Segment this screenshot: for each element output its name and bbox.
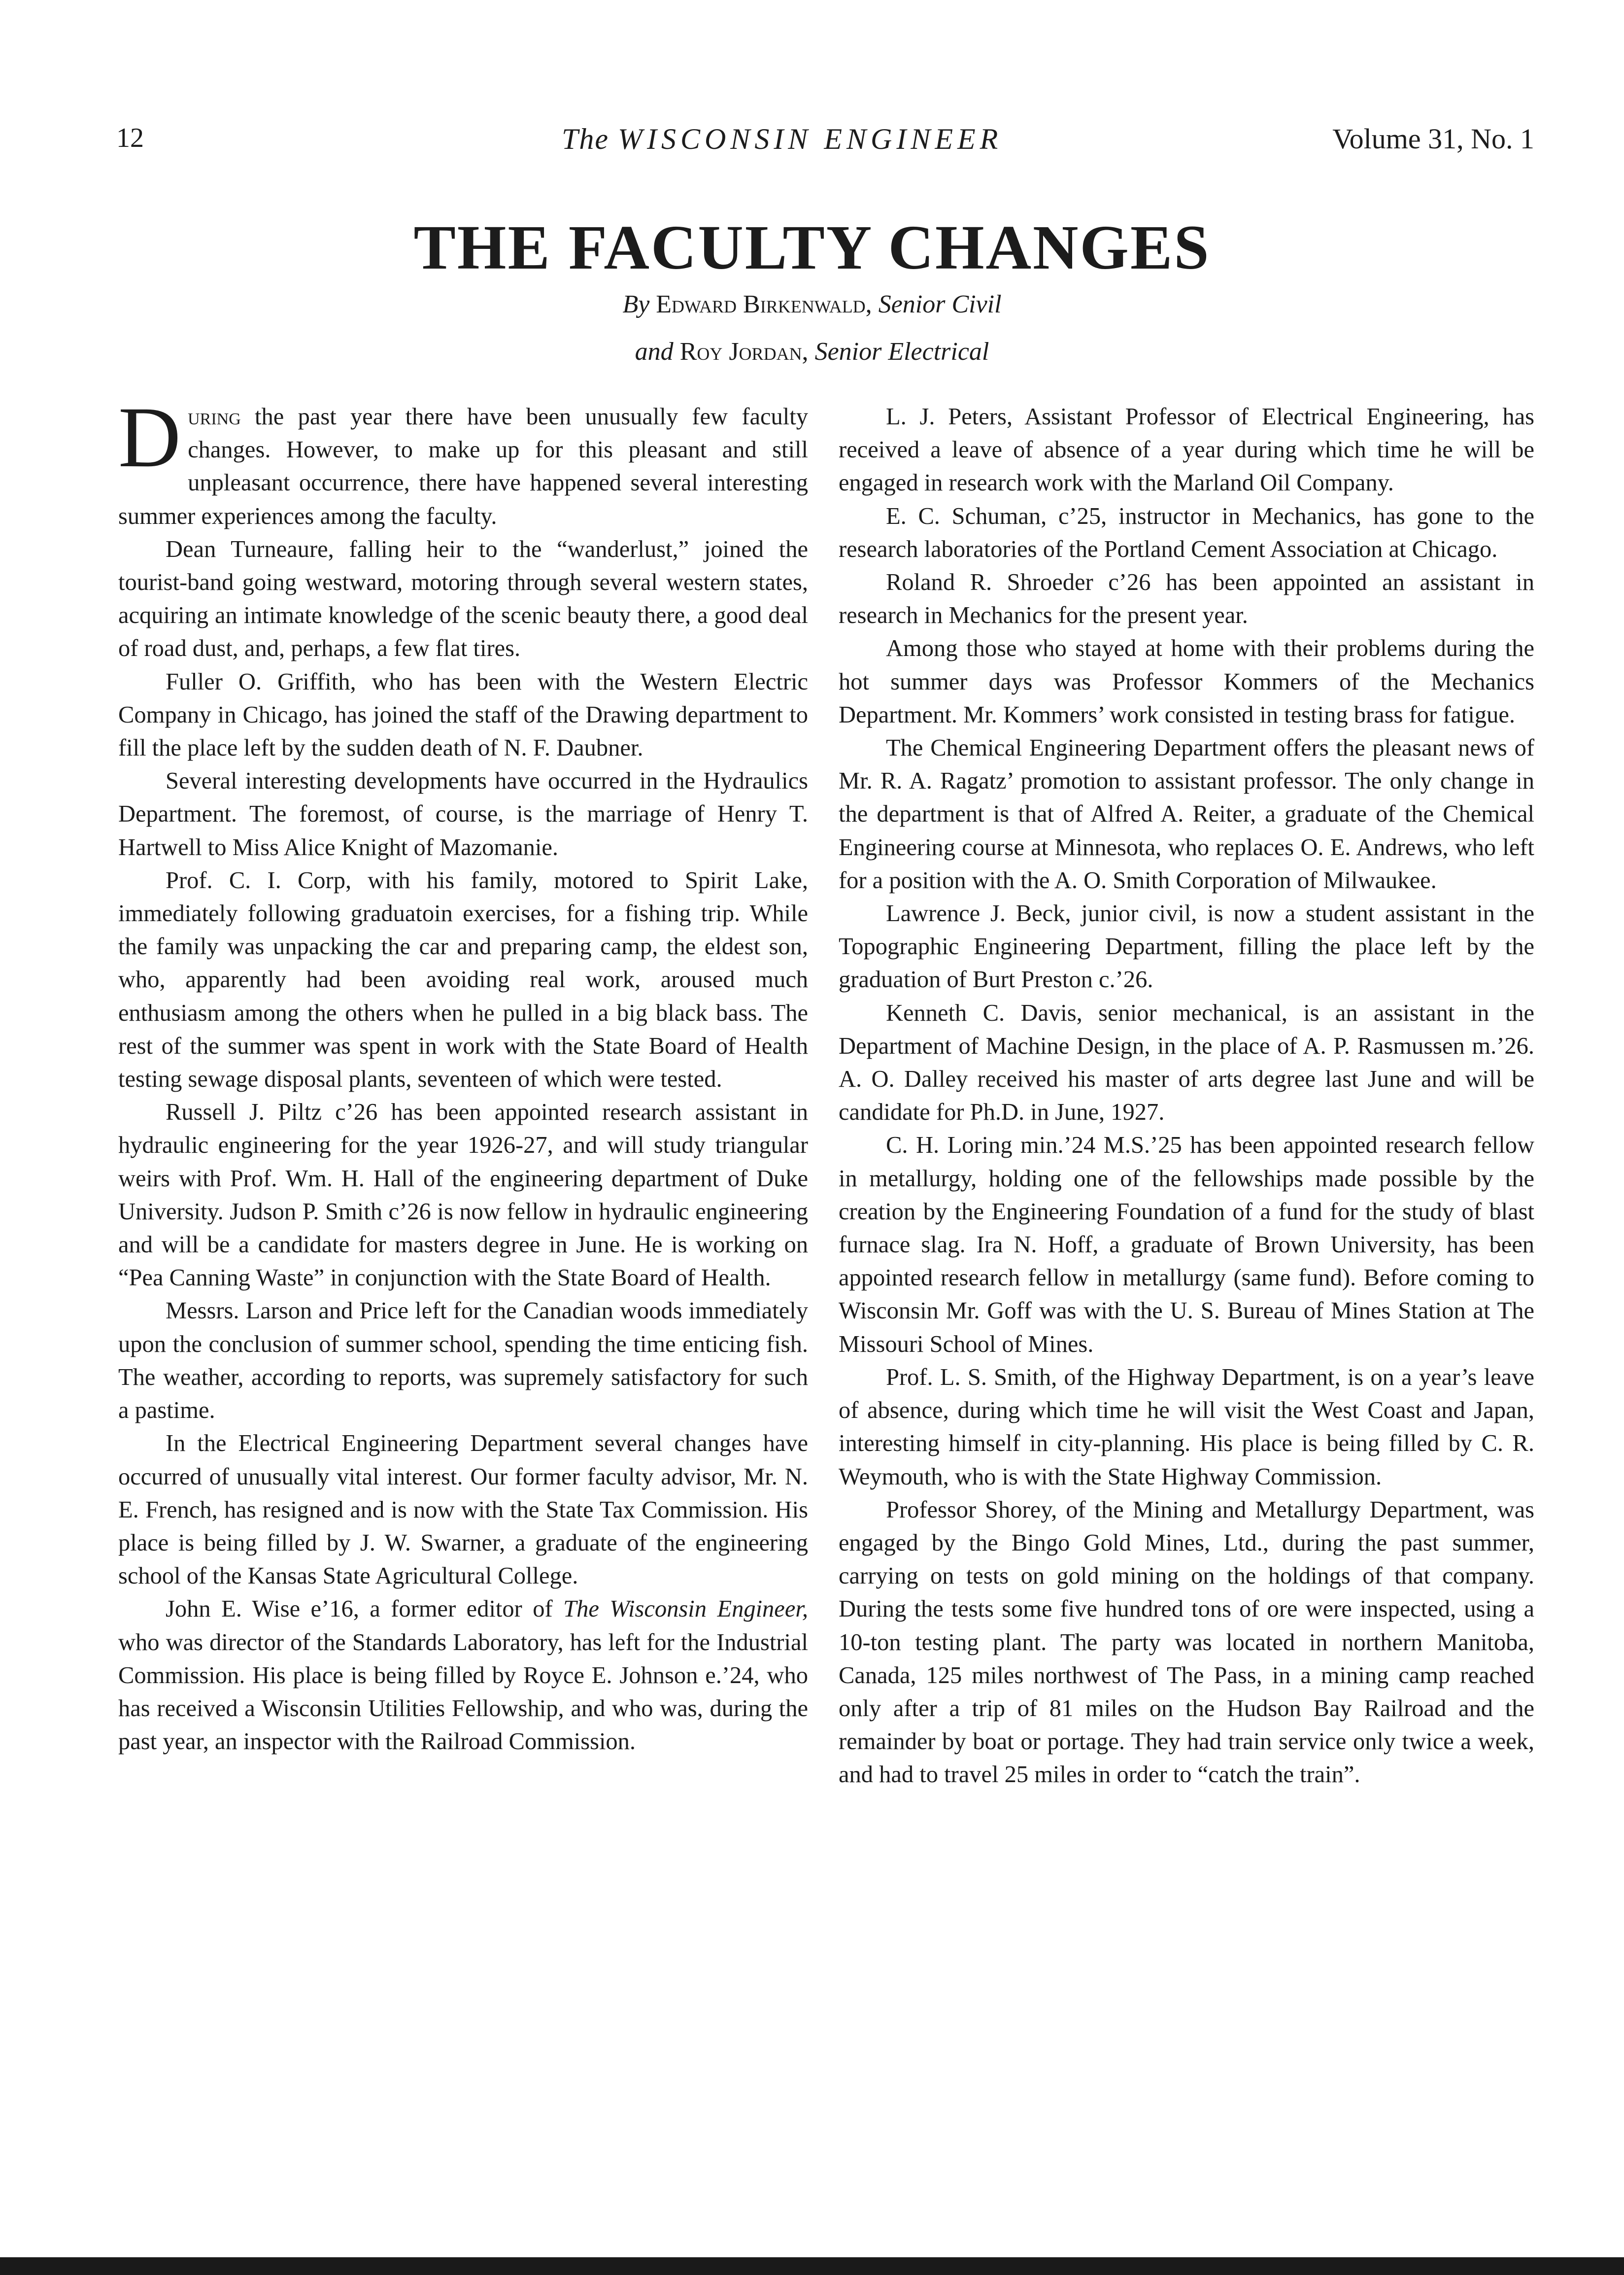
paragraph: Among those who stayed at home with their problems during the hot summer days was Professor Kommers of the Mechanics Department. Mr. Kommers’ work consisted in testing brass for fatigue. xyxy=(839,635,1534,728)
paragraph xyxy=(118,389,808,533)
volume-number: Volume 31, No. 1 xyxy=(1332,123,1534,155)
byline-author-role: Senior Electrical xyxy=(814,338,989,366)
scan-bottom-edge xyxy=(0,2257,1624,2275)
drop-cap: D xyxy=(118,389,181,485)
journal-title-name: WISCONSIN ENGINEER xyxy=(618,123,1003,155)
left-column xyxy=(118,389,808,1758)
paragraph-text: John E. Wise e’16, a former editor of xyxy=(166,1596,564,1622)
paragraph: Prof. C. I. Corp, with his family, motored to Spirit Lake, immediately following graduatoin exercises, for a fishing trip. While the family was unpacking the car and preparing camp, the eldest son, who, apparently had been avoiding real work, aroused much enthusiasm among the others when he pulled in a big black bass. The rest of the summer was spent in work with the State Board of Health testing sewage disposal plants, seventeen of which were tested. xyxy=(118,867,808,1093)
paragraph: Fuller O. Griffith, who has been with the Western Electric Company in Chicago, has joined the staff of the Drawing department to fill the place left by the sudden death of N. F. Daubner. xyxy=(118,668,808,761)
publication-name: The Wisconsin Engineer, xyxy=(563,1596,808,1622)
byline-author-role: Senior Civil xyxy=(878,290,1002,318)
paragraph-text: the past year there have been unusually few faculty changes. However, to make up for this pleasant and still unpleasant occurrence, there have happened several interesting summer experiences among the faculty. xyxy=(118,404,808,529)
paragraph xyxy=(118,1592,808,1758)
lead-word: uring xyxy=(188,404,241,430)
paragraph: E. C. Schuman, c’25, instructor in Mechanics, has gone to the research laboratories of the Portland Cement Association at Chicago. xyxy=(839,503,1534,562)
byline-author-2 xyxy=(0,337,1624,366)
paragraph: Professor Shorey, of the Mining and Metallurgy Department, was engaged by the Bingo Gold Mines, Ltd., during the past summer, carrying on tests on gold mining on the holdings of that company. During the tests some five hundred tons of ore were inspected, using a 10-ton testing plant. The party was located in northern Manitoba, Canada, 125 miles northwest of The Pass, in a mining camp reached only after a trip of 81 miles on the Hudson Bay Railroad and the remainder by boat or portage. They had train service only twice a week, and had to travel 25 miles in order to “catch the train”. xyxy=(839,1496,1534,1788)
paragraph: Prof. L. S. Smith, of the Highway Department, is on a year’s leave of absence, during which time he will visit the West Coast and Japan, interesting himself in city-planning. His place is being filled by C. R. Weymouth, who is with the State Highway Commission. xyxy=(839,1364,1534,1490)
byline-by: By xyxy=(622,290,650,318)
byline-author-name: Roy Jordan, xyxy=(679,338,809,366)
paragraph: L. J. Peters, Assistant Professor of Electrical Engineering, has received a leave of absence of a year during which time he will be engaged in research work with the Marland Oil Company. xyxy=(839,404,1534,496)
paragraph: Kenneth C. Davis, senior mechanical, is an assistant in the Department of Machine Design, in the place of A. P. Rasmussen m.’26. A. O. Dalley received his master of arts degree last June and will be candidate for Ph.D. in June, 1927. xyxy=(839,1000,1534,1126)
right-column xyxy=(839,400,1534,1792)
paragraph: In the Electrical Engineering Department several changes have occurred of unusually vital interest. Our former faculty advisor, Mr. N. E. French, has resigned and is now with the State Tax Commission. His place is being filled by J. W. Swarner, a graduate of the engineering school of the Kansas State Agricultural College. xyxy=(118,1430,808,1589)
paragraph: Several interesting developments have occurred in the Hydraulics Department. The foremost, of course, is the marriage of Henry T. Hartwell to Miss Alice Knight of Mazomanie. xyxy=(118,768,808,861)
journal-title-prefix: The xyxy=(562,123,609,155)
paragraph-text: who was director of the Standards Laboratory, has left for the Industrial Commission. His place is being filled by Royce E. Johnson e.’24, who has received a Wisconsin Utilities Fellowship, and who was, during the past year, an inspector with the Railroad Commission. xyxy=(118,1629,808,1755)
paragraph: Lawrence J. Beck, junior civil, is now a student assistant in the Topographic Engineering Department, filling the place left by the graduation of Burt Preston c.’26. xyxy=(839,900,1534,993)
journal-title xyxy=(562,122,1002,156)
page-number: 12 xyxy=(116,123,144,153)
byline-author-1 xyxy=(0,290,1624,319)
paragraph: Messrs. Larson and Price left for the Canadian woods immediately upon the conclusion of summer school, spending the time enticing fish. The weather, according to reports, was supremely satisfactory for such a pastime. xyxy=(118,1298,808,1424)
paragraph: Dean Turneaure, falling heir to the “wanderlust,” joined the tourist-band going westward, motoring through several western states, acquiring an intimate knowledge of the scenic beauty there, a good deal of road dust, and, perhaps, a few flat tires. xyxy=(118,536,808,662)
byline-author-name: Edward Birkenwald, xyxy=(656,290,872,318)
byline-and: and xyxy=(635,338,674,366)
paragraph: Russell J. Piltz c’26 has been appointed research assistant in hydraulic engineering for the year 1926-27, and will study triangular weirs with Prof. Wm. H. Hall of the engineering department of Duke University. Judson P. Smith c’26 is now fellow in hydraulic engineering and will be a candidate for masters degree in June. He is working on “Pea Canning Waste” in conjunction with the State Board of Health. xyxy=(118,1099,808,1291)
paragraph: Roland R. Shroeder c’26 has been appointed an assistant in research in Mechanics for the present year. xyxy=(839,569,1534,629)
paragraph: C. H. Loring min.’24 M.S.’25 has been appointed research fellow in metallurgy, holding one of the fellowships made possible by the creation by the Engineering Foundation of a fund for the study of blast furnace slag. Ira N. Hoff, a graduate of Brown University, has been appointed research fellow in metallurgy (same fund). Before coming to Wisconsin Mr. Goff was with the U. S. Bureau of Mines Station at The Missouri School of Mines. xyxy=(839,1132,1534,1357)
paragraph: The Chemical Engineering Department offers the pleasant news of Mr. R. A. Ragatz’ promotion to assistant professor. The only change in the department is that of Alfred A. Reiter, a graduate of the Chemical Engineering course at Minnesota, who replaces O. E. Andrews, who left for a position with the A. O. Smith Corporation of Milwaukee. xyxy=(839,735,1534,894)
article-title: THE FACULTY CHANGES xyxy=(413,212,1211,282)
